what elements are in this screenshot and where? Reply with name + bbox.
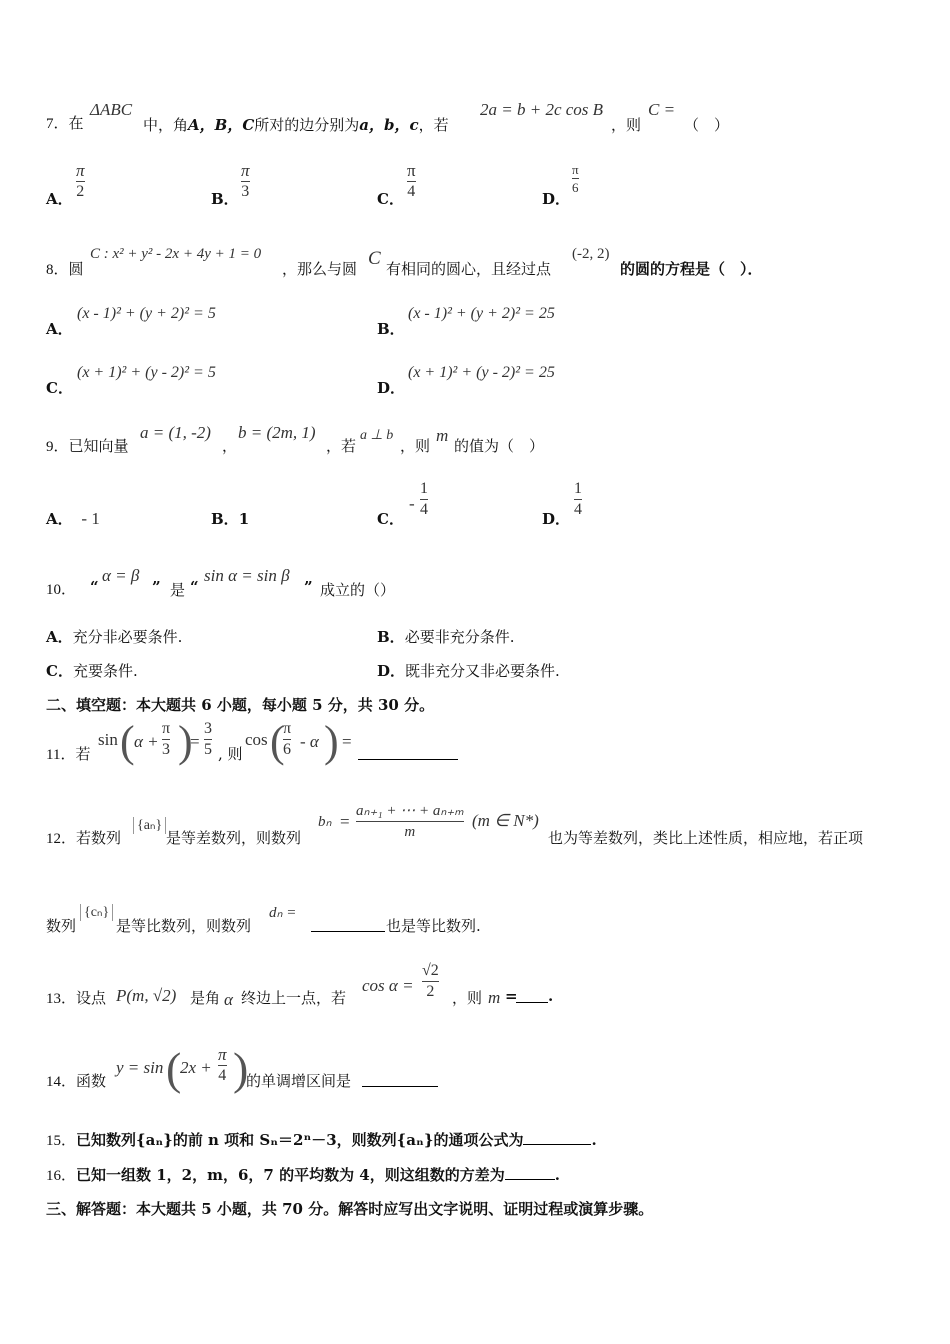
q7-text: 在 — [68, 114, 84, 132]
q11-three-fifths: 3 5 — [204, 720, 212, 758]
q13-cos: cos α = — [362, 976, 414, 995]
q9-option-b-value: 1 — [238, 510, 250, 528]
q7-triangle: ΔABC — [90, 100, 133, 119]
q12-condition: (m ∈ N*) — [472, 811, 539, 830]
q10-option-d[interactable]: D．既非充分又非必要条件. — [377, 662, 560, 680]
q12-line2: 数列 — [46, 917, 77, 935]
q9-option-a-value: - 1 — [81, 509, 100, 528]
q7-text-2: 中，角A，B，C所对的边分别为a，b，c，若 — [143, 116, 449, 134]
q13-root2-over-2: √2 2 — [422, 962, 439, 1000]
q11-paren-close: ) — [178, 717, 193, 766]
q11-then: , 则 — [218, 745, 243, 763]
q11-eq: = — [190, 732, 200, 751]
question-14: 14．函数 — [46, 1072, 107, 1090]
q11-alpha-plus: α + — [134, 732, 159, 751]
q7-option-a-value: π 2 — [76, 161, 85, 200]
section-3-heading: 三、解答题：本大题共 5 小题，共 70 分。解答时应写出文字说明、证明过程或演算步骤。 — [46, 1200, 654, 1218]
q15-answer-blank[interactable] — [523, 1130, 591, 1145]
q8-text-2: ，那么与圆 — [282, 260, 358, 278]
q13-eq: = — [505, 987, 518, 1005]
q7-option-d-value: π 6 — [572, 162, 579, 195]
q7-target: C = — [648, 100, 676, 119]
q13-alpha: α — [224, 990, 233, 1009]
q7-number: 7． — [46, 116, 69, 132]
q11-sin: sin — [98, 730, 118, 749]
q13-text-2: 是角 — [190, 989, 221, 1007]
question-8: 8．圆 — [46, 260, 84, 278]
q14-inner: 2x + — [180, 1058, 212, 1077]
q9-vector-b: b = (2m, 1) — [238, 423, 316, 442]
q11-eq-2: = — [342, 732, 352, 751]
q14-paren-close: ) — [233, 1043, 249, 1094]
q14-pi-over-4: π 4 — [218, 1045, 227, 1084]
q13-text-3: 终边上一点，若 — [241, 989, 347, 1007]
q12-text-3: 也为等差数列，类比上述性质，相应地，若正项 — [548, 829, 864, 847]
q13-answer-blank[interactable] — [516, 988, 548, 1003]
q8-text-4: 的圆的方程是（ ）． — [620, 260, 763, 278]
q12-eq: = — [340, 812, 350, 831]
q9-text-3: ，则 — [400, 437, 431, 455]
q16-answer-blank[interactable] — [505, 1165, 555, 1180]
question-13: 13．设点 — [46, 989, 107, 1007]
q7-option-b-value: π 3 — [241, 161, 250, 200]
q11-answer-blank[interactable] — [358, 744, 458, 760]
q8-circle-equation: C : x² + y² - 2x + 4y + 1 = 0 — [90, 246, 262, 262]
question-11: 11．若 — [46, 745, 91, 763]
q10-quote-open-2: “ — [190, 578, 199, 596]
q11-cos: cos — [245, 730, 268, 749]
q12-answer-blank[interactable] — [311, 916, 385, 932]
q7-option-d[interactable]: D． π 6 — [542, 162, 579, 208]
q9-option-b[interactable]: B．1 — [211, 510, 250, 528]
q11-paren-close-2: ) — [324, 717, 339, 766]
q10-cond1: α = β — [102, 566, 140, 585]
q8-point: (-2, 2) — [572, 246, 610, 262]
q10-option-a[interactable]: A．充分非必要条件. — [46, 628, 183, 646]
q12-line2-mid: 是等比数列，则数列 — [116, 917, 252, 935]
q9-text-2: ，若 — [326, 437, 357, 455]
q12-an: {aₙ} — [133, 817, 166, 834]
q10-quote-close-2: ” — [304, 578, 313, 596]
q7-option-a[interactable]: A． π 2 — [46, 161, 85, 208]
q11-paren-open-2: ( — [270, 717, 285, 766]
q8-option-b[interactable]: B． — [377, 320, 405, 338]
q14-answer-blank[interactable] — [362, 1071, 438, 1087]
q10-tail: 成立的（） — [320, 581, 396, 599]
q13-point: P(m, √2) — [116, 986, 177, 1005]
q9-option-d-value: 1 4 — [574, 480, 582, 518]
q10-option-b[interactable]: B．必要非充分条件. — [377, 628, 515, 646]
q9-option-c[interactable]: C． — [377, 510, 404, 528]
q10-cond2: sin α = sin β — [204, 566, 290, 585]
q9-option-c-sign: - — [409, 494, 415, 513]
q9-perp: a ⊥ b — [360, 428, 394, 443]
q7-option-c-value: π 4 — [407, 161, 416, 200]
q9-text-4: 的值为（ ） — [454, 437, 545, 455]
q8-option-c[interactable]: C． — [46, 379, 73, 397]
q11-pi-over-3: π 3 — [162, 720, 171, 758]
q13-m: m — [488, 988, 501, 1007]
q8-text-3: 有相同的圆心，且经过点 — [386, 260, 552, 278]
q9-m: m — [436, 426, 449, 445]
q12-bn: bₙ — [318, 814, 332, 830]
q9-sep: ， — [222, 437, 238, 455]
q13-end: . — [548, 987, 554, 1005]
q10-quote-open-1: “ — [90, 578, 99, 596]
q11-minus-alpha: - α — [300, 732, 319, 751]
q7-bracket: （ ） — [684, 116, 730, 134]
q7-equation: 2a = b + 2c cos B — [480, 100, 604, 119]
question-15: 15．已知数列{aₙ}的前 n 项和 Sₙ＝2ⁿ－3，则数列{aₙ}的通项公式为 . — [46, 1131, 597, 1149]
q8-option-c-expr: (x + 1)² + (y - 2)² = 5 — [77, 364, 216, 381]
q7-then: ，则 — [611, 116, 642, 134]
q12-text-2: 是等差数列，则数列 — [166, 829, 302, 847]
question-16: 16．已知一组数 1，2，m，6，7 的平均数为 4，则这组数的方差为 . — [46, 1166, 560, 1184]
q8-option-a-expr: (x - 1)² + (y + 2)² = 5 — [77, 305, 216, 322]
q11-paren-open: ( — [120, 717, 135, 766]
q12-line2-tail: 也是等比数列. — [386, 917, 481, 935]
q9-option-d[interactable]: D． — [542, 510, 571, 528]
q10-quote-close-1: ” — [152, 578, 161, 596]
question-7 — [46, 112, 84, 133]
q8-c: C — [368, 248, 381, 269]
q10-option-c[interactable]: C．充要条件. — [46, 662, 138, 680]
q8-option-b-expr: (x - 1)² + (y + 2)² = 25 — [408, 305, 555, 322]
section-2-heading: 二、填空题：本大题共 6 小题，每小题 5 分，共 30 分。 — [46, 696, 435, 714]
q9-option-a[interactable]: A． - 1 — [46, 509, 100, 528]
q12-cn: {cₙ} — [80, 904, 113, 921]
q12-dn: dₙ = — [269, 905, 297, 921]
q14-paren-open: ( — [166, 1043, 182, 1094]
q13-text-4: ，则 — [452, 989, 483, 1007]
question-10: 10． — [46, 582, 77, 598]
question-9: 9．已知向量 — [46, 437, 129, 455]
q14-func: y = sin — [116, 1058, 164, 1077]
q10-is: 是 — [170, 581, 186, 599]
q9-option-c-value: 1 4 — [420, 480, 428, 518]
q12-fraction: aₙ₊₁ + ⋯ + aₙ₊ₘ m — [356, 803, 464, 840]
q9-vector-a: a = (1, -2) — [140, 423, 211, 442]
q8-option-d-expr: (x + 1)² + (y - 2)² = 25 — [408, 364, 555, 381]
q8-option-d[interactable]: D． — [377, 379, 406, 397]
q14-text-2: 的单调增区间是 — [246, 1072, 352, 1090]
question-12: 12．若数列 — [46, 829, 122, 847]
q7-option-b[interactable]: B． π 3 — [211, 161, 250, 208]
q11-pi-over-6: π 6 — [283, 720, 292, 758]
q7-option-c[interactable]: C． π 4 — [377, 161, 416, 208]
q8-option-a[interactable]: A． — [46, 320, 73, 338]
